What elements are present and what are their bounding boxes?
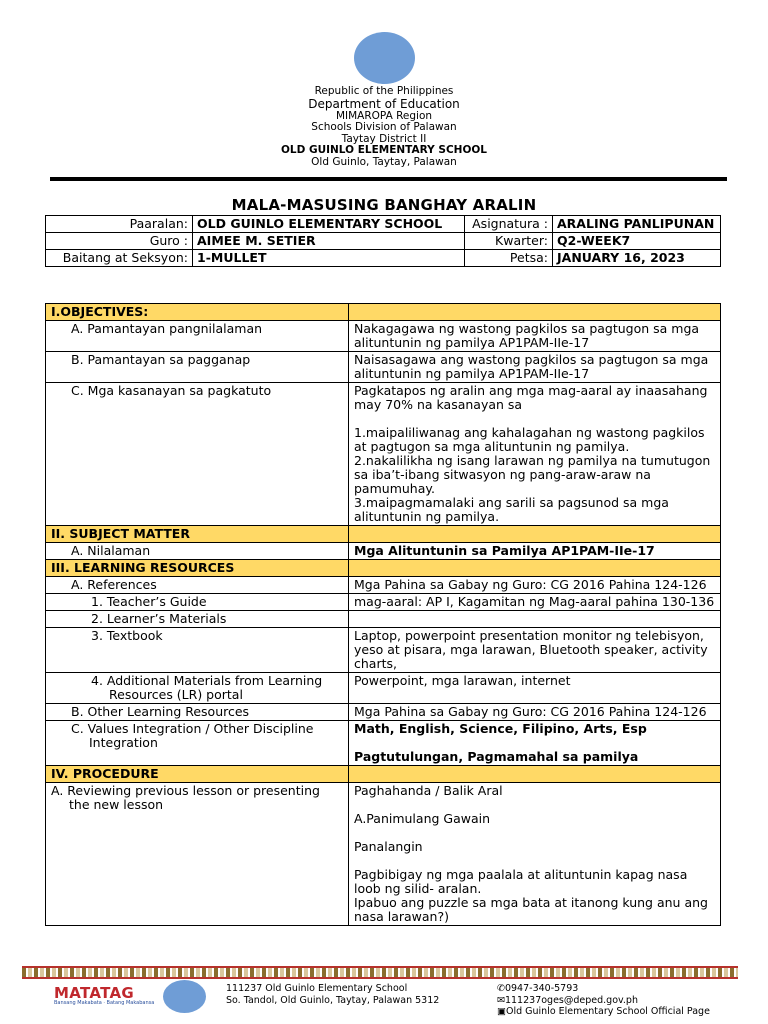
textbook-value: Laptop, powerpoint presentation monitor ng telebisyon, yeso at pisara, mga larawan, Bluetooth speaker, activity charts, xyxy=(349,628,721,673)
school-label: Paaralan: xyxy=(46,216,193,233)
procedure-step: Paghahanda / Balik Aral xyxy=(354,783,503,798)
table-row xyxy=(46,321,721,352)
email-icon: ✉ xyxy=(497,994,505,1006)
content-value: Mga Alituntunin sa Pamilya AP1PAM-IIe-17 xyxy=(349,543,721,560)
footer-address xyxy=(226,983,439,1006)
letterhead-district: Taytay District II xyxy=(341,132,427,145)
letterhead-division: Schools Division of Palawan xyxy=(311,121,457,134)
procedure-heading: IV. PROCEDURE xyxy=(46,766,349,783)
competency-item: 2.nakalilikha ng isang larawan ng pamilya na tumutugon sa iba’t-ibang sitwasyon ng pang-araw-araw na pamumuhay. xyxy=(354,453,711,496)
values-integration-value xyxy=(349,721,721,766)
learning-competencies-label: C. Mga kasanayan sa pagkatuto xyxy=(46,383,349,526)
reviewing-lesson-value xyxy=(349,783,721,926)
phone-icon: ✆ xyxy=(497,983,505,994)
references-value: Mga Pahina sa Gabay ng Guro: CG 2016 Pahina 124-126 xyxy=(349,577,721,594)
competency-intro: Pagkatapos ng aralin ang mga mag-aaral ay inaasahang may 70% na kasanayan sa xyxy=(354,383,708,412)
table-row xyxy=(46,383,721,526)
content-standard-label: A. Pamantayan pangnilalaman xyxy=(46,321,349,352)
lesson-info-table xyxy=(45,215,721,267)
table-row xyxy=(46,543,721,560)
learning-competencies-value xyxy=(349,383,721,526)
performance-standard-value: Naisasagawa ang wastong pagkilos sa pagtugon sa mga alituntunin ng pamilya AP1PAM-IIe-17 xyxy=(349,352,721,383)
teachers-guide-value: mag-aaral: AP I, Kagamitan ng Mag-aaral pahina 130-136 xyxy=(349,594,721,611)
decorative-border-strip xyxy=(22,966,738,979)
other-resources-label: B. Other Learning Resources xyxy=(46,704,349,721)
footer-school-id: 111237 Old Guinlo Elementary School xyxy=(226,983,408,994)
footer-contact xyxy=(497,983,710,1018)
procedure-step: Pagbibigay ng mga paalala at alituntunin kapag nasa loob ng silid- aralan. xyxy=(354,867,688,896)
additional-materials-label: 4. Additional Materials from Learning Resources (LR) portal xyxy=(91,673,323,702)
letterhead-department: Department of Education xyxy=(308,96,460,111)
table-row xyxy=(46,628,721,673)
header-divider xyxy=(50,177,727,181)
table-row xyxy=(46,721,721,766)
reviewing-lesson-label: A. Reviewing previous lesson or presenting the new lesson xyxy=(51,783,320,812)
section-objectives xyxy=(46,304,721,321)
procedure-step: Panalangin xyxy=(354,839,423,854)
footer-phone: 0947-340-5793 xyxy=(504,983,579,994)
table-row xyxy=(46,611,721,628)
integration-subjects: Math, English, Science, Filipino, Arts, Esp xyxy=(354,721,647,736)
matatag-tagline: Bansang Makabata · Batang Makabansa xyxy=(54,1000,155,1006)
integration-values: Pagtutulungan, Pagmamahal sa pamilya xyxy=(354,749,639,764)
footer-page: Old Guinlo Elementary School Official Page xyxy=(505,1006,710,1017)
section-learning-resources xyxy=(46,560,721,577)
letterhead-address: Old Guinlo, Taytay, Palawan xyxy=(311,155,457,168)
quarter-value: Q2-WEEK7 xyxy=(553,233,721,250)
other-resources-value: Mga Pahina sa Gabay ng Guro: CG 2016 Pahina 124-126 xyxy=(349,704,721,721)
letterhead-republic: Republic of the Philippines xyxy=(314,85,454,97)
learning-resources-heading: III. LEARNING RESOURCES xyxy=(46,560,349,577)
values-integration-label: C. Values Integration / Other Discipline Integration xyxy=(71,721,314,750)
subject-label: Asignatura : xyxy=(465,216,553,233)
date-value: JANUARY 16, 2023 xyxy=(553,250,721,267)
teachers-guide-label: 1. Teacher’s Guide xyxy=(46,594,349,611)
footer-email: 111237oges@deped.gov.ph xyxy=(504,994,638,1006)
competency-item: 3.maipagmamalaki ang sarili sa pagsunod sa mga alituntunin ng pamilya. xyxy=(354,495,669,524)
grade-section-label: Baitang at Seksyon: xyxy=(46,250,193,267)
footer-street: So. Tandol, Old Guinlo, Taytay, Palawan 5312 xyxy=(226,994,440,1006)
facebook-icon: ▣ xyxy=(497,1006,506,1017)
references-label: A. References xyxy=(46,577,349,594)
letterhead-school: OLD GUINLO ELEMENTARY SCHOOL xyxy=(280,144,487,157)
textbook-label: 3. Textbook xyxy=(46,628,349,673)
additional-materials-value: Powerpoint, mga larawan, internet xyxy=(349,673,721,704)
section-procedure xyxy=(46,766,721,783)
section-subject-matter xyxy=(46,526,721,543)
subject-matter-heading: II. SUBJECT MATTER xyxy=(46,526,349,543)
table-row xyxy=(46,352,721,383)
school-seal-logo xyxy=(163,980,206,1013)
table-row xyxy=(46,577,721,594)
table-row xyxy=(46,704,721,721)
teacher-label: Guro : xyxy=(46,233,193,250)
school-value: OLD GUINLO ELEMENTARY SCHOOL xyxy=(193,216,465,233)
quarter-label: Kwarter: xyxy=(465,233,553,250)
letterhead xyxy=(0,86,768,169)
teacher-value: AIMEE M. SETIER xyxy=(193,233,465,250)
grade-section-value: 1-MULLET xyxy=(193,250,465,267)
learners-materials-label: 2. Learner’s Materials xyxy=(46,611,349,628)
matatag-logo: MATATAG xyxy=(54,984,134,1002)
competency-item: 1.maipaliliwanag ang kahalagahan ng wastong pagkilos at pagtugon sa mga alituntunin ng pamilya. xyxy=(354,425,705,454)
date-label: Petsa: xyxy=(465,250,553,267)
performance-standard-label: B. Pamantayan sa pagganap xyxy=(46,352,349,383)
document-title: MALA-MASUSING BANGHAY ARALIN xyxy=(231,196,537,214)
subject-value: ARALING PANLIPUNAN xyxy=(553,216,721,233)
deped-seal-logo xyxy=(354,32,415,84)
objectives-heading: I.OBJECTIVES: xyxy=(46,304,349,321)
table-row xyxy=(46,594,721,611)
procedure-step: A.Panimulang Gawain xyxy=(354,811,491,826)
content-standard-value: Nakagagawa ng wastong pagkilos sa pagtugon sa mga alituntunin ng pamilya AP1PAM-IIe-17 xyxy=(349,321,721,352)
table-row xyxy=(46,783,721,926)
procedure-step: Ipabuo ang puzzle sa mga bata at itanong kung anu ang nasa larawan?) xyxy=(354,895,708,924)
lesson-plan-table xyxy=(45,303,721,926)
table-row xyxy=(46,673,721,704)
content-label: A. Nilalaman xyxy=(46,543,349,560)
letterhead-region: MIMAROPA Region xyxy=(335,109,433,122)
